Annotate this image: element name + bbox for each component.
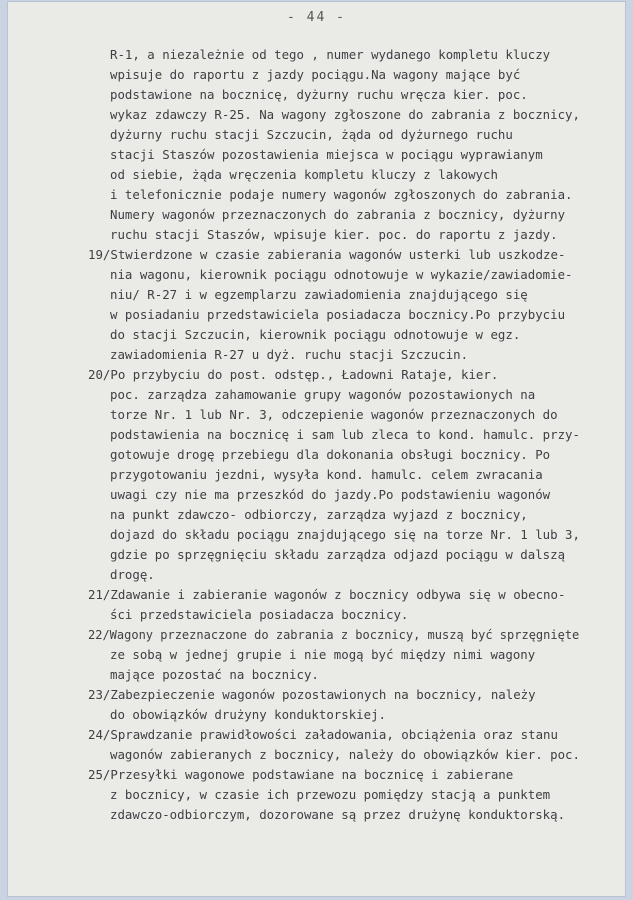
text-line: w posiadaniu przedstawiciela posiadacza bocznicy.Po przybyciu: [110, 307, 566, 322]
text-line: 21/Zdawanie i zabieranie wagonów z bocznicy odbywa się w obecno-: [88, 587, 566, 602]
text-line: ze sobą w jednej grupie i nie mogą być między nimi wagony: [110, 647, 536, 662]
text-line: podstawione na bocznicę, dyżurny ruchu wręcza kier. poc.: [110, 87, 528, 102]
text-line: 25/Przesyłki wagonowe podstawiane na bocznicę i zabierane: [88, 767, 514, 782]
text-line: 24/Sprawdzanie prawidłowości załadowania, obciążenia oraz stanu: [88, 727, 558, 742]
text-line: dojazd do składu pociągu znajdującego się na torze Nr. 1 lub 3,: [110, 527, 580, 542]
text-line: uwagi czy nie ma przeszkód do jazdy.Po podstawieniu wagonów: [110, 487, 551, 502]
text-line: na punkt zdawczo- odbiorczy, zarządza wyjazd z bocznicy,: [110, 507, 528, 522]
text-line: 23/Zabezpieczenie wagonów pozostawionych na bocznicy, należy: [88, 687, 536, 702]
text-line: i telefonicznie podaje numery wagonów zgłoszonych do zabrania.: [110, 187, 573, 202]
text-line: z bocznicy, w czasie ich przewozu pomiędzy stacją a punktem: [110, 787, 551, 802]
text-line: mające pozostać na bocznicy.: [110, 667, 319, 682]
text-line: nia wagonu, kierownik pociągu odnotowuje w wykazie/zawiadomie-: [110, 267, 573, 282]
document-page: [8, 2, 625, 896]
text-line: gotowuje drogę przebiegu dla dokonania obsługi bocznicy. Po: [110, 447, 551, 462]
text-line: 19/Stwierdzone w czasie zabierania wagonów usterki lub uszkodze-: [88, 247, 566, 262]
text-line: poc. zarządza zahamowanie grupy wagonów pozostawionych na: [110, 387, 536, 402]
text-line: do stacji Szczucin, kierownik pociągu odnotowuje w egz.: [110, 327, 521, 342]
text-line: ruchu stacji Staszów, wpisuje kier. poc. do raportu z jazdy.: [110, 227, 558, 242]
text-line: zdawczo-odbiorczym, dozorowane są przez drużynę konduktorską.: [110, 807, 566, 822]
text-line: podstawienia na bocznicę i sam lub zleca to kond. hamulc. przy-: [110, 427, 580, 442]
text-line: stacji Staszów pozostawienia miejsca w pociągu wyprawianym: [110, 147, 543, 162]
text-line: 22/Wagony przeznaczone do zabrania z bocznicy, muszą być sprzęgnięte: [88, 628, 580, 642]
text-line: wykaz zdawczy R-25. Na wagony zgłoszone do zabrania z bocznicy,: [110, 107, 580, 122]
text-line: wagonów zabieranych z bocznicy, należy do obowiązków kier. poc.: [110, 747, 580, 762]
text-line: do obowiązków drużyny konduktorskiej.: [110, 707, 387, 722]
text-line: zawiadomienia R-27 u dyż. ruchu stacji Szczucin.: [110, 347, 469, 362]
text-line: Numery wagonów przeznaczonych do zabrania z bocznicy, dyżurny: [110, 207, 566, 222]
text-line: dyżurny ruchu stacji Szczucin, żąda od dyżurnego ruchu: [110, 127, 513, 142]
page-number: - 44 -: [287, 10, 346, 25]
text-line: torze Nr. 1 lub Nr. 3, odczepienie wagonów przeznaczonych do: [110, 407, 558, 422]
text-line: wpisuje do raportu z jazdy pociągu.Na wagony mające być: [110, 67, 521, 82]
text-line: przygotowaniu jezdni, wysyła kond. hamulc. celem zwracania: [110, 467, 543, 482]
text-line: od siebie, żąda wręczenia kompletu kluczy z lakowych: [110, 167, 498, 182]
text-line: gdzie po sprzęgnięciu składu zarządza odjazd pociągu w dalszą: [110, 547, 566, 562]
text-line: niu/ R-27 i w egzemplarzu zawiadomienia znajdującego się: [110, 287, 528, 302]
text-line: drogę.: [110, 567, 155, 582]
text-line: 20/Po przybyciu do post. odstęp., Ładowni Rataje, kier.: [88, 367, 499, 382]
text-line: R-1, a niezależnie od tego , numer wydanego kompletu kluczy: [110, 47, 551, 62]
text-line: ści przedstawiciela posiadacza bocznicy.: [110, 607, 409, 622]
